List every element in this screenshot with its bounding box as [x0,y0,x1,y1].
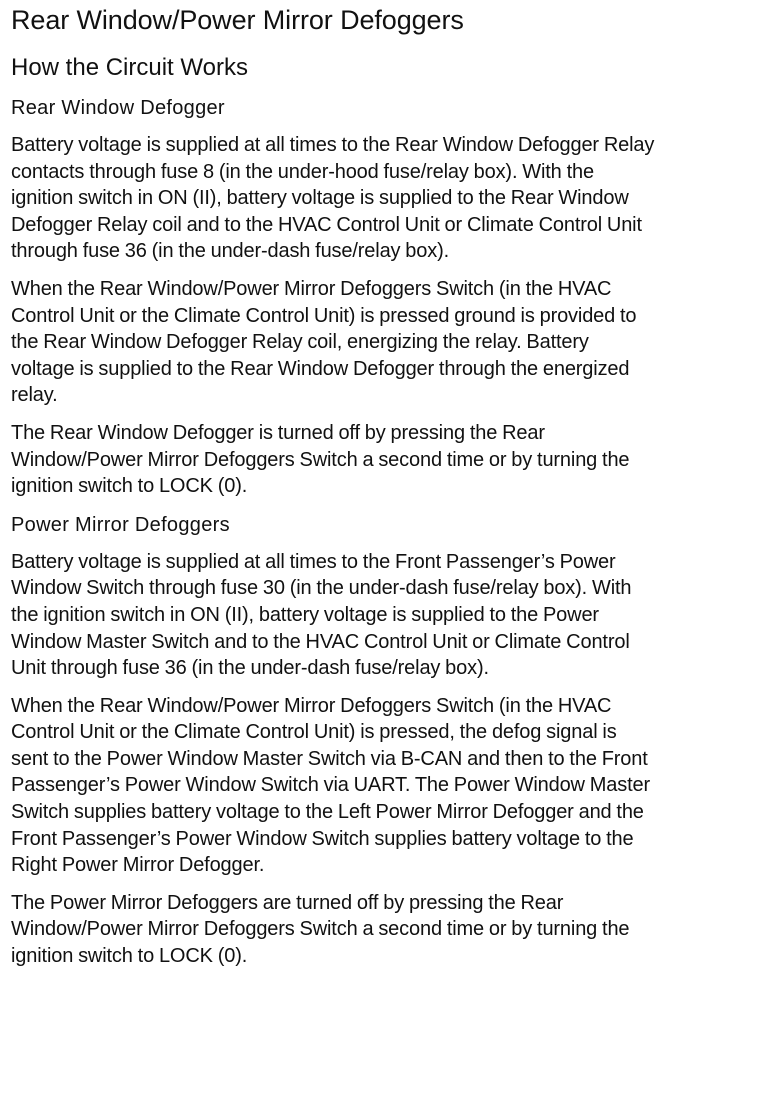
section-power-mirror-defoggers [11,512,763,970]
section-rear-window-defogger [11,95,763,500]
paragraph: When the Rear Window/Power Mirror Defoggers Switch (in the HVAC Control Unit or the Climate Control Unit) is pressed ground is provided to the Rear Window Defogger Relay coil, energizing the relay. Battery voltage is supplied to the Rear Window Defogger through the energized relay. [11,277,637,407]
paragraph: Battery voltage is supplied at all times to the Front Passenger’s Power Window Switch through fuse 30 (in the under-dash fuse/relay box). With the ignition switch in ON (II), battery voltage is supplied to the Power Window Master Switch and to the HVAC Control Unit or Climate Control Unit through fuse 36 (in the under-dash fuse/relay box). [11,550,632,680]
document-page [11,0,763,970]
paragraph: The Power Mirror Defoggers are turned off by pressing the Rear Window/Power Mirror Defoggers Switch a second time or by turning the ignition switch to LOCK (0). [11,891,630,968]
paragraph: Battery voltage is supplied at all times to the Rear Window Defogger Relay contacts through fuse 8 (in the under-hood fuse/relay box). With the ignition switch in ON (II), battery voltage is supplied to the Rear Window Defogger Relay coil and to the HVAC Control Unit or Climate Control Unit through fuse 36 (in the under-dash fuse/relay box). [11,134,655,263]
page-title: Rear Window/Power Mirror Defoggers [11,5,464,35]
paragraph: When the Rear Window/Power Mirror Defoggers Switch (in the HVAC Control Unit or the Climate Control Unit) is pressed, the defog signal is sent to the Power Window Master Switch via B-CAN and then to the Front Passenger’s Power Window Switch via UART. The Power Window Master Switch supplies battery voltage to the Left Power Mirror Defogger and the Front Passenger’s Power Window Switch supplies battery voltage to the Right Power Mirror Defogger. [11,694,650,877]
paragraph: The Rear Window Defogger is turned off by pressing the Rear Window/Power Mirror Defoggers Switch a second time or by turning the ignition switch to LOCK (0). [11,421,630,498]
section-heading: Power Mirror Defoggers [11,513,230,536]
section-heading: Rear Window Defogger [11,97,225,119]
page-subtitle: How the Circuit Works [11,54,248,81]
